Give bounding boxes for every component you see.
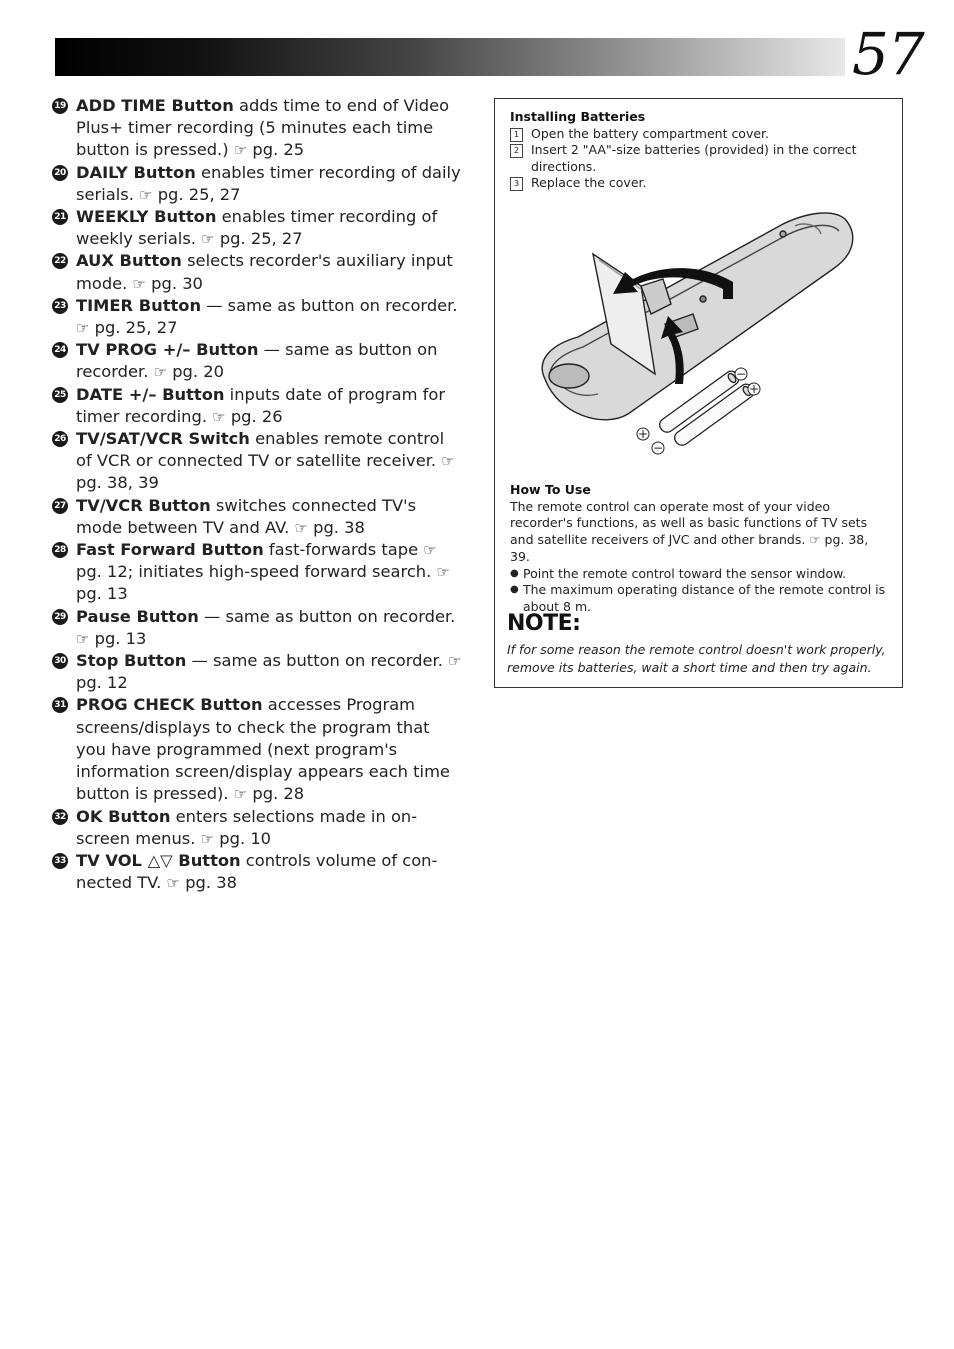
page-ref: pg. 12; — [76, 562, 134, 582]
item-label: TV PROG +/– Button — [76, 340, 259, 360]
item-label: TV VOL △▽ Button — [76, 850, 241, 870]
item-label: TV/VCR Button — [76, 495, 211, 515]
remote-battery-illustration — [533, 204, 863, 469]
header-gradient-bar — [55, 38, 845, 76]
page-ref: pg. 28 — [252, 784, 305, 804]
step-number: 2 — [510, 144, 523, 158]
pointer-icon: ☞ — [139, 185, 153, 204]
list-item: 23 TIMER Button — same as button on recorder. ☞ pg. 25, 27 — [52, 295, 462, 339]
item-label: PROG CHECK Button — [76, 695, 263, 715]
list-item: 33 TV VOL △▽ Button controls volume of con-nected TV. ☞ pg. 38 — [52, 850, 462, 894]
note-title: NOTE: — [507, 611, 581, 636]
page-ref: pg. 25, 27 — [219, 229, 303, 249]
list-item: 30 Stop Button — same as button on recorder. ☞ pg. 12 — [52, 650, 462, 694]
page-ref: pg. 30 — [151, 273, 203, 293]
item-label: ADD TIME Button — [76, 96, 234, 115]
list-item: 22 AUX Button selects recorder's auxiliary input mode. ☞ pg. 30 — [52, 250, 462, 294]
pointer-icon: ☞ — [200, 829, 215, 848]
list-item: 29 Pause Button — same as button on recorder. ☞ pg. 13 — [52, 606, 462, 650]
section-title: Installing Batteries — [510, 109, 646, 124]
item-label: AUX Button — [76, 251, 182, 271]
item-number: 23 — [52, 298, 68, 314]
item-label: WEEKLY Button — [76, 207, 217, 227]
page-ref: pg. 38 — [185, 873, 237, 893]
item-label: Fast Forward Button — [76, 540, 264, 560]
step-item: 3 Replace the cover. — [510, 175, 890, 192]
list-item: 21 WEEKLY Button enables timer recording of weekly serials. ☞ pg. 25, 27 — [52, 206, 462, 250]
battery-plus-sign: + — [748, 382, 760, 396]
section-title: How To Use — [510, 482, 591, 497]
item-label: OK Button — [76, 806, 171, 826]
page-ref: pg. 38 — [313, 517, 365, 537]
info-box — [494, 98, 903, 688]
battery-minus-sign: − — [735, 367, 747, 381]
page-ref: pg. 13 — [94, 628, 147, 648]
pointer-icon: ☞ — [448, 652, 462, 671]
page-ref: pg. 25, 27 — [157, 184, 241, 204]
item-number: 26 — [52, 431, 68, 447]
page-ref: pg. 20 — [172, 362, 224, 382]
battery-minus-sign: − — [652, 441, 664, 455]
item-number: 27 — [52, 498, 68, 514]
page-ref: pg. 10 — [219, 828, 272, 848]
pointer-icon: ☞ — [809, 532, 821, 548]
step-item: 1 Open the battery compartment cover. — [510, 126, 890, 143]
list-item: 32 OK Button enters selections made in on-screen menus. ☞ pg. 10 — [52, 806, 462, 850]
item-label: Stop Button — [76, 651, 187, 671]
item-label: Pause Button — [76, 606, 199, 626]
pointer-icon: ☞ — [132, 274, 146, 293]
bullet-item: ● The maximum operating distance of the remote control is about 8 m. — [510, 582, 892, 615]
pointer-icon: ☞ — [76, 629, 90, 648]
page-ref: pg. 25 — [252, 140, 305, 160]
how-to-use — [510, 482, 892, 616]
page-ref: pg. 38, 39 — [76, 473, 159, 493]
list-item: 19 ADD TIME Button adds time to end of Video Plus+ timer recording (5 minutes each time button is pressed.) ☞ pg. 25 — [52, 95, 462, 162]
step-item: 2 Insert 2 "AA"-size batteries (provided) in the correct directions. — [510, 142, 890, 175]
pointer-icon: ☞ — [441, 452, 455, 471]
page-number: 57 — [852, 20, 924, 88]
item-label: DATE +/– Button — [76, 384, 225, 404]
list-item: 27 TV/VCR Button switches connected TV's mode between TV and AV. ☞ pg. 38 — [52, 495, 462, 539]
installing-batteries — [510, 109, 890, 192]
item-number: 30 — [52, 653, 68, 669]
page-ref: pg. 26 — [230, 406, 283, 426]
page-ref: pg. 12 — [76, 673, 128, 693]
item-number: 24 — [52, 342, 68, 358]
pointer-icon: ☞ — [166, 874, 180, 893]
item-label: TIMER Button — [76, 295, 202, 315]
button-descriptions — [52, 95, 462, 894]
list-item: 20 DAILY Button enables timer recording of daily serials. ☞ pg. 25, 27 — [52, 162, 462, 206]
item-number: 31 — [52, 697, 68, 713]
item-number: 28 — [52, 542, 68, 558]
pointer-icon: ☞ — [423, 541, 437, 560]
page-ref: pg. 13 — [76, 584, 128, 604]
pointer-icon: ☞ — [294, 518, 308, 537]
list-item: 28 Fast Forward Button fast-forwards tape ☞ pg. 12; initiates high-speed forward search. ☞ pg. 13 — [52, 539, 462, 606]
list-item: 31 PROG CHECK Button accesses Program screens/displays to check the program that you have programmed (next program's information screen/display appears each time button is pressed). ☞ pg. 28 — [52, 694, 462, 805]
pointer-icon: ☞ — [212, 407, 226, 426]
item-number: 33 — [52, 853, 68, 869]
list-item: 24 TV PROG +/– Button — same as button on recorder. ☞ pg. 20 — [52, 339, 462, 383]
note-text: If for some reason the remote control doesn't work properly, remove its batteries, wait a short time and then try again. — [507, 642, 886, 675]
item-label: TV/SAT/VCR Switch — [76, 429, 250, 449]
item-number: 29 — [52, 609, 68, 625]
pointer-icon: ☞ — [201, 230, 215, 249]
page-ref: pg. 38, 39. — [510, 532, 869, 564]
howto-paragraph: The remote control can operate most of your video recorder's functions, as well as basic functions of TV sets and satellite receivers of JVC and other brands. ☞ pg. 38, 39. — [510, 498, 869, 564]
item-number: 22 — [52, 253, 68, 269]
pointer-icon: ☞ — [153, 363, 168, 382]
step-number: 3 — [510, 177, 523, 191]
pointer-icon: ☞ — [233, 785, 248, 804]
bullet-item: ● Point the remote control toward the sensor window. — [510, 566, 892, 583]
pointer-icon: ☞ — [436, 563, 450, 582]
item-number: 19 — [52, 98, 68, 114]
item-number: 32 — [52, 809, 68, 825]
item-number: 25 — [52, 387, 68, 403]
pointer-icon: ☞ — [76, 319, 90, 338]
list-item: 25 DATE +/– Button inputs date of program for timer recording. ☞ pg. 26 — [52, 384, 462, 428]
pointer-icon: ☞ — [233, 141, 248, 160]
item-number: 20 — [52, 165, 68, 181]
step-number: 1 — [510, 128, 523, 142]
item-label: DAILY Button — [76, 162, 196, 182]
item-number: 21 — [52, 209, 68, 225]
list-item: 26 TV/SAT/VCR Switch enables remote control of VCR or connected TV or satellite receiver. ☞ pg. 38, 39 — [52, 428, 462, 495]
battery-plus-sign: + — [637, 427, 649, 441]
page-ref: pg. 25, 27 — [94, 318, 178, 338]
